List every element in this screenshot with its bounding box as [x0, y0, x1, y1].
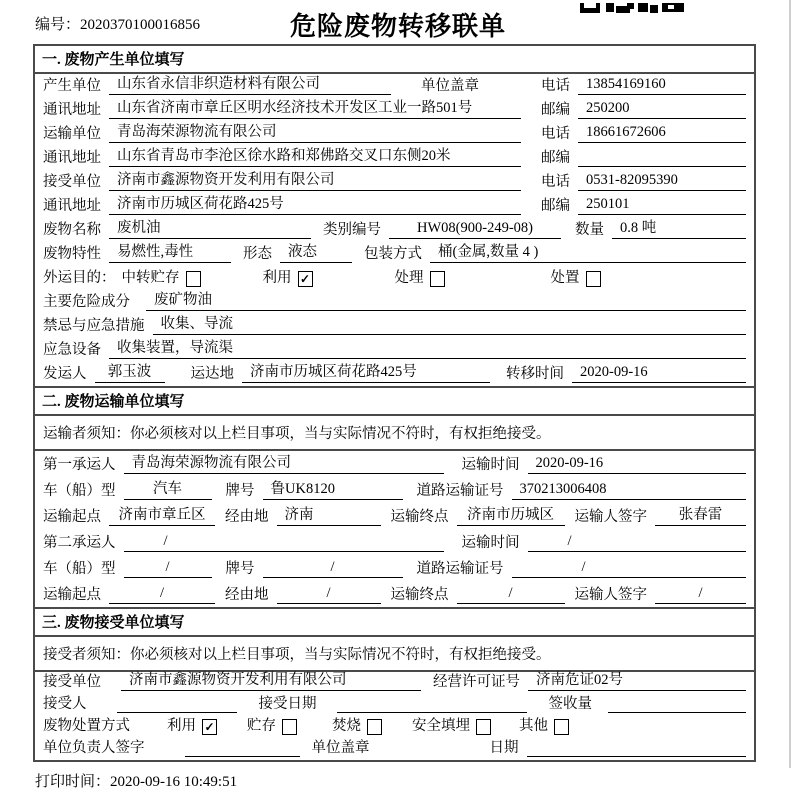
print-time	[35, 770, 796, 791]
disposal-use-label: 利用	[167, 718, 196, 734]
receiver-notice: 接受者须知：你必须核对以上栏目事项，当与实际情况不符时，有权拒绝接受。	[35, 637, 754, 672]
hazard-row	[35, 290, 754, 314]
disposal-other-label: 其他	[519, 718, 548, 734]
disposal-other-checkbox	[554, 719, 569, 735]
received-qty-value	[608, 711, 746, 713]
purpose-row	[35, 266, 754, 290]
dest-place-value: 济南市历城区荷花路425号	[242, 360, 490, 383]
disposal-burn-checkbox	[367, 719, 382, 735]
trans-sign1-value: 张春雷	[655, 503, 746, 526]
document-header	[0, 0, 796, 44]
carrier2-time-label: 运输时间	[461, 535, 520, 551]
route1-row	[35, 503, 754, 529]
page-edge-line	[789, 0, 791, 768]
equipment-label: 应急设备	[43, 342, 101, 358]
plate2-label: 牌号	[225, 561, 255, 577]
received-qty-label: 签收量	[548, 696, 592, 712]
terminus1-value: 济南市历城区	[457, 503, 565, 526]
trans-sign2-value: /	[655, 585, 746, 604]
waste-traits-row	[35, 242, 754, 266]
pack-label: 包装方式	[364, 246, 422, 262]
carrier1-row	[35, 451, 754, 477]
terminus2-label: 运输终点	[390, 587, 449, 603]
producer-phone-value: 13854169160	[578, 76, 746, 95]
via2-label: 经由地	[225, 587, 269, 603]
plate2-value: /	[263, 559, 403, 578]
transporter-address-row	[35, 146, 754, 170]
road-cert1-label: 道路运输证号	[416, 483, 504, 499]
disposal-label: 废物处置方式	[43, 718, 130, 734]
receiver-phone-value: 0531-82095390	[578, 172, 746, 191]
taboo-label: 禁忌与应急措施	[43, 318, 145, 334]
section2-title: 二. 废物运输单位填写	[35, 386, 754, 416]
origin2-value: /	[109, 585, 215, 604]
receiver-row	[35, 170, 754, 194]
road-cert2-value: /	[512, 559, 747, 578]
purpose-option-treat-label: 处理	[394, 270, 424, 286]
receiver-label: 接受单位	[43, 174, 101, 190]
qr-code-fragment-icon	[580, 0, 688, 10]
origin2-label: 运输起点	[43, 587, 101, 603]
vehicle2-label: 车（船）型	[43, 561, 116, 577]
producer-addr-value: 山东省济南市章丘区明水经济技术开发区工业一路501号	[109, 96, 521, 119]
traits-value: 易燃性,毒性	[109, 240, 231, 263]
via1-label: 经由地	[225, 509, 269, 525]
road-cert1-value: 370213006408	[512, 481, 747, 500]
disposal-store-label: 贮存	[247, 718, 276, 734]
purpose-dispose-checkbox	[586, 271, 601, 287]
date-label: 日期	[489, 740, 519, 756]
vehicle1-label: 车（船）型	[43, 483, 116, 499]
transporter-addr-value: 山东省青岛市李沧区徐水路和郑佛路交叉口东侧20米	[109, 144, 521, 167]
receiver-value: 济南市鑫源物资开发利用有限公司	[109, 168, 521, 191]
recipient-label: 接受人	[43, 696, 87, 712]
traits-label: 废物特性	[43, 246, 101, 262]
transporter-zip-value	[578, 165, 746, 167]
qty-value: 0.8 吨	[612, 216, 746, 239]
terminus2-value: /	[457, 585, 565, 604]
carrier1-time-value: 2020-09-16	[528, 455, 747, 474]
purpose-label: 外运目的：	[43, 270, 116, 286]
page-title: 危险废物转移联单	[289, 12, 506, 41]
purpose-option-transfer-label: 中转贮存	[121, 270, 180, 286]
chief-sign-value	[185, 755, 300, 757]
producer-address-row	[35, 98, 754, 122]
purpose-option-use-label: 利用	[262, 270, 292, 286]
taboo-row	[35, 314, 754, 338]
shipper-row	[35, 362, 754, 386]
accept-date-value	[337, 711, 527, 713]
unit-seal-label: 单位盖章	[311, 740, 370, 756]
disposal-row	[35, 716, 754, 738]
vehicle1-value: 汽车	[124, 477, 212, 500]
pack-value: 桶(金属,数量 4 )	[430, 240, 746, 263]
serial-label: 编号：	[35, 17, 81, 33]
receiver-addr-label: 通讯地址	[43, 198, 101, 214]
producer-zip-value: 250200	[578, 100, 746, 119]
carrier2-value: /	[124, 533, 444, 552]
road-cert2-label: 道路运输证号	[416, 561, 504, 577]
recipient-row	[35, 694, 754, 716]
disposal-landfill-checkbox	[476, 719, 491, 735]
shipper-value: 郭玉波	[95, 360, 165, 383]
vehicle2-row	[35, 555, 754, 581]
transporter-phone-label: 电话	[541, 126, 570, 142]
receiver-address-row	[35, 194, 754, 218]
transfer-time-value: 2020-09-16	[572, 364, 746, 383]
purpose-use-checkbox: ✓	[298, 271, 313, 287]
vehicle2-value: /	[124, 559, 212, 578]
license-label: 经营许可证号	[433, 674, 520, 690]
serial-number	[35, 13, 200, 34]
print-time-label: 打印时间：	[35, 774, 111, 790]
waste-name-value: 废机油	[109, 216, 311, 239]
shipper-label: 发运人	[43, 366, 87, 382]
hazard-value: 废矿物油	[146, 288, 746, 311]
transporter-addr-label: 通讯地址	[43, 150, 101, 166]
origin1-value: 济南市章丘区	[109, 503, 215, 526]
form-label: 形态	[243, 246, 272, 262]
qty-label: 数量	[575, 222, 604, 238]
disposal-use-checkbox: ✓	[202, 719, 217, 735]
vehicle1-row	[35, 477, 754, 503]
receiver-zip-label: 邮编	[541, 198, 570, 214]
transporter-value: 青岛海荣源物流有限公司	[109, 120, 521, 143]
accept-unit-label: 接受单位	[43, 674, 101, 690]
purpose-transfer-checkbox	[186, 271, 201, 287]
recipient-value	[117, 711, 237, 713]
disposal-burn-label: 焚烧	[332, 718, 361, 734]
waste-name-row	[35, 218, 754, 242]
equipment-row	[35, 338, 754, 362]
producer-zip-label: 邮编	[541, 102, 570, 118]
chief-sign-row	[35, 738, 754, 760]
carrier2-label: 第二承运人	[43, 535, 116, 551]
dest-place-label: 运达地	[190, 366, 234, 382]
taboo-value: 收集、导流	[153, 312, 747, 335]
trans-sign1-label: 运输人签字	[574, 509, 647, 525]
purpose-option-dispose-label: 处置	[550, 270, 580, 286]
transfer-time-label: 转移时间	[506, 366, 564, 382]
producer-phone-label: 电话	[541, 78, 570, 94]
carrier1-value: 青岛海荣源物流有限公司	[124, 451, 444, 474]
section1-title: 一. 废物产生单位填写	[35, 46, 754, 74]
receiver-phone-label: 电话	[541, 174, 570, 190]
producer-value: 山东省永信非织造材料有限公司	[109, 72, 391, 95]
manifest-form	[33, 44, 756, 762]
producer-seal-label: 单位盖章	[421, 78, 479, 94]
via2-value: /	[277, 585, 381, 604]
via1-value: 济南	[277, 503, 381, 526]
waste-name-label: 废物名称	[43, 222, 101, 238]
category-label: 类别编号	[323, 222, 381, 238]
serial-value: 2020370100016856	[80, 17, 201, 33]
transporter-phone-value: 18661672606	[578, 124, 746, 143]
plate1-value: 鲁UK8120	[263, 477, 403, 500]
terminus1-label: 运输终点	[390, 509, 449, 525]
transporter-row	[35, 122, 754, 146]
producer-addr-label: 通讯地址	[43, 102, 101, 118]
section3-title: 三. 废物接受单位填写	[35, 607, 754, 637]
print-time-value: 2020-09-16 10:49:51	[110, 774, 238, 790]
producer-row	[35, 74, 754, 98]
license-value: 济南危证02号	[528, 668, 746, 691]
disposal-store-checkbox	[282, 719, 297, 735]
route2-row	[35, 581, 754, 607]
carrier2-time-value: /	[528, 533, 747, 552]
accept-date-label: 接受日期	[258, 696, 317, 712]
disposal-landfill-label: 安全填埋	[412, 718, 470, 734]
category-value: HW08(900-249-08)	[389, 220, 561, 239]
transporter-zip-label: 邮编	[541, 150, 570, 166]
accept-unit-row	[35, 672, 754, 694]
form-value: 液态	[280, 240, 352, 263]
date-value	[527, 755, 747, 757]
producer-label: 产生单位	[43, 78, 101, 94]
hazard-label: 主要危险成分	[43, 294, 130, 310]
origin1-label: 运输起点	[43, 509, 101, 525]
equipment-value: 收集装置，导流渠	[109, 336, 746, 359]
plate1-label: 牌号	[225, 483, 255, 499]
transporter-label: 运输单位	[43, 126, 101, 142]
receiver-addr-value: 济南市历城区荷花路425号	[109, 192, 521, 215]
carrier1-label: 第一承运人	[43, 457, 116, 473]
chief-sign-label: 单位负责人签字	[43, 740, 145, 756]
trans-sign2-label: 运输人签字	[574, 587, 647, 603]
carrier2-row	[35, 529, 754, 555]
purpose-treat-checkbox	[430, 271, 445, 287]
transporter-notice: 运输者须知：你必须核对以上栏目事项，当与实际情况不符时，有权拒绝接受。	[35, 416, 754, 451]
accept-unit-value: 济南市鑫源物资开发利用有限公司	[121, 668, 421, 691]
carrier1-time-label: 运输时间	[461, 457, 520, 473]
receiver-zip-value: 250101	[578, 196, 746, 215]
